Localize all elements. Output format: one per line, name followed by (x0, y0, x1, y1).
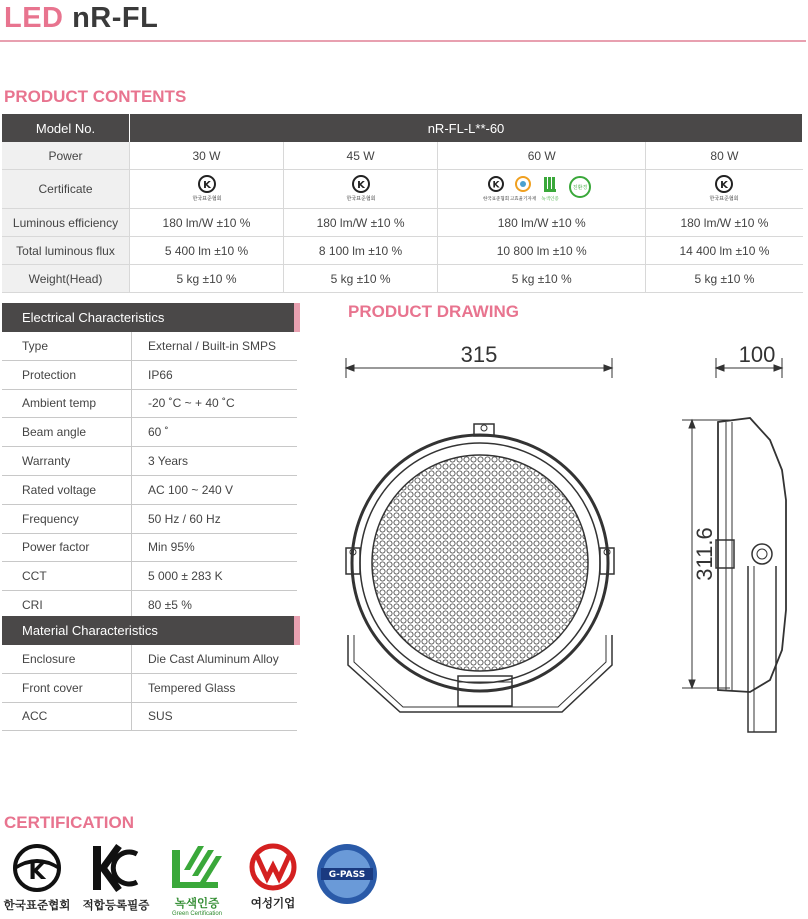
certificate-cell (438, 170, 646, 209)
ks-mark-icon (346, 174, 376, 202)
table-cell: 5 400 lm ±10 % (130, 237, 284, 265)
table-row (2, 142, 803, 170)
spec-key: Frequency (2, 504, 132, 533)
cert-label: 녹색인증 (174, 898, 220, 910)
ks-mark-icon (9, 842, 65, 894)
table-cell: 30 W (130, 142, 284, 170)
table-row (2, 475, 297, 504)
table-row (2, 237, 803, 265)
svg-text:K: K (202, 179, 211, 191)
high-efficiency-icon (510, 177, 536, 202)
table-cell: 180 lm/W ±10 % (646, 209, 803, 237)
table-cell: 10 800 lm ±10 % (438, 237, 646, 265)
table-row (2, 504, 297, 533)
cert-kc (80, 842, 152, 913)
cert-green (160, 842, 234, 917)
table-cell: 180 lm/W ±10 % (284, 209, 438, 237)
spec-value: Min 95% (132, 533, 298, 562)
spec-key: ACC (2, 702, 132, 731)
cert-label: 여성기업 (250, 898, 296, 910)
spec-value: 5 000 ± 283 K (132, 562, 298, 591)
table-cell: 5 kg ±10 % (438, 265, 646, 293)
svg-text:K: K (28, 860, 46, 885)
table-row (2, 702, 297, 731)
spec-key: Warranty (2, 447, 132, 476)
cert-label: 적합등록필증 (82, 900, 150, 912)
table-cell: 5 kg ±10 % (284, 265, 438, 293)
spec-key: Enclosure (2, 645, 132, 673)
spec-value: IP66 (132, 360, 298, 389)
spec-value: -20 ˚C ~ + 40 ˚C (132, 389, 298, 418)
spec-value: 50 Hz / 60 Hz (132, 504, 298, 533)
kc-mark-icon (91, 842, 141, 894)
row-label: Luminous efficiency (2, 209, 130, 237)
table-row (2, 418, 297, 447)
ks-small-label: 한국표준협회 (482, 195, 509, 201)
spec-key: Beam angle (2, 418, 132, 447)
women-business-icon (245, 842, 301, 892)
spec-value: Tempered Glass (132, 673, 298, 702)
certificate-cell (130, 170, 284, 209)
product-contents-heading: PRODUCT CONTENTS (4, 87, 187, 106)
row-label: Total luminous flux (2, 237, 130, 265)
table-row (2, 562, 297, 591)
table-row (2, 673, 297, 702)
ks-small-label: 한국표준협회 (709, 195, 739, 202)
table-row (2, 265, 803, 293)
g-pass-icon (315, 842, 379, 906)
title-prefix: LED (4, 2, 64, 34)
side-view (716, 418, 786, 732)
ks-small-label: 한국표준협회 (346, 195, 376, 202)
ks-mark-icon (192, 174, 222, 202)
product-drawing (330, 330, 806, 750)
row-label: Power (2, 142, 130, 170)
model-no-value: nR-FL-L**-60 (130, 114, 803, 142)
table-cell: 180 lm/W ±10 % (438, 209, 646, 237)
table-row (2, 209, 803, 237)
table-cell: 80 W (646, 142, 803, 170)
model-no-header: Model No. (2, 114, 130, 142)
table-row (2, 170, 803, 209)
spec-key: Protection (2, 360, 132, 389)
electrical-heading: Electrical Characteristics (2, 303, 297, 332)
spec-key: Power factor (2, 533, 132, 562)
width-label: 315 (460, 342, 498, 367)
spec-value: External / Built-in SMPS (132, 332, 298, 360)
table-cell: 180 lm/W ±10 % (130, 209, 284, 237)
front-view (346, 424, 614, 712)
page-title (4, 2, 158, 35)
green-small-label: 녹색인증 (541, 195, 559, 201)
title-divider (0, 40, 806, 42)
table-row (2, 645, 297, 673)
spec-key: Ambient temp (2, 389, 132, 418)
cert-women (240, 842, 306, 911)
spec-value: Die Cast Aluminum Alloy (132, 645, 298, 673)
cert-gpass (314, 842, 380, 909)
ks-small-label: 한국표준협회 (192, 195, 222, 202)
depth-label: 100 (738, 342, 776, 367)
table-row (2, 533, 297, 562)
green-cert-icon (541, 177, 559, 202)
row-label: Weight(Head) (2, 265, 130, 293)
spec-value: AC 100 ~ 240 V (132, 475, 298, 504)
spec-key: Rated voltage (2, 475, 132, 504)
material-heading: Material Characteristics (2, 616, 297, 645)
high-eff-small-label: 고효율기자재 (509, 195, 536, 201)
ks-mark-icon (709, 174, 739, 202)
spec-key: CCT (2, 562, 132, 591)
spec-value: 80 ±5 % (132, 591, 298, 620)
spec-key: Front cover (2, 673, 132, 702)
product-contents-table (2, 114, 803, 293)
table-cell: 5 kg ±10 % (646, 265, 803, 293)
spec-key: Type (2, 332, 132, 360)
table-row (2, 360, 297, 389)
title-model: nR-FL (72, 2, 159, 34)
table-cell: 45 W (284, 142, 438, 170)
cert-ks (2, 842, 72, 913)
material-table (2, 616, 300, 731)
ks-mark-icon (483, 177, 509, 202)
svg-text:K: K (356, 179, 365, 191)
spec-value: 60 ˚ (132, 418, 298, 447)
spec-value: 3 Years (132, 447, 298, 476)
table-row (2, 447, 297, 476)
certificate-cell (284, 170, 438, 209)
spec-key: CRI (2, 591, 132, 620)
cert-group-icons (482, 173, 602, 203)
table-cell: 60 W (438, 142, 646, 170)
table-cell: 14 400 lm ±10 % (646, 237, 803, 265)
table-row (2, 389, 297, 418)
green-cert-icon (168, 842, 226, 892)
svg-text:K: K (492, 180, 500, 190)
table-row (2, 332, 297, 360)
electrical-table (2, 303, 300, 620)
spec-value: SUS (132, 702, 298, 731)
certificate-cell (646, 170, 803, 209)
product-drawing-heading: PRODUCT DRAWING (348, 302, 519, 321)
eco-small-label: 친환경 (572, 184, 587, 191)
cert-label: 한국표준협회 (3, 900, 71, 912)
table-cell: 8 100 lm ±10 % (284, 237, 438, 265)
row-label: Certificate (2, 170, 130, 209)
eco-mark-icon (570, 177, 590, 197)
g-pass-badge: G-PASS (328, 870, 366, 880)
height-label: 311.6 (692, 527, 717, 581)
svg-text:K: K (720, 179, 729, 191)
table-cell: 5 kg ±10 % (130, 265, 284, 293)
certification-heading: CERTIFICATION (4, 813, 135, 832)
cert-sublabel: Green Certification (171, 911, 223, 917)
